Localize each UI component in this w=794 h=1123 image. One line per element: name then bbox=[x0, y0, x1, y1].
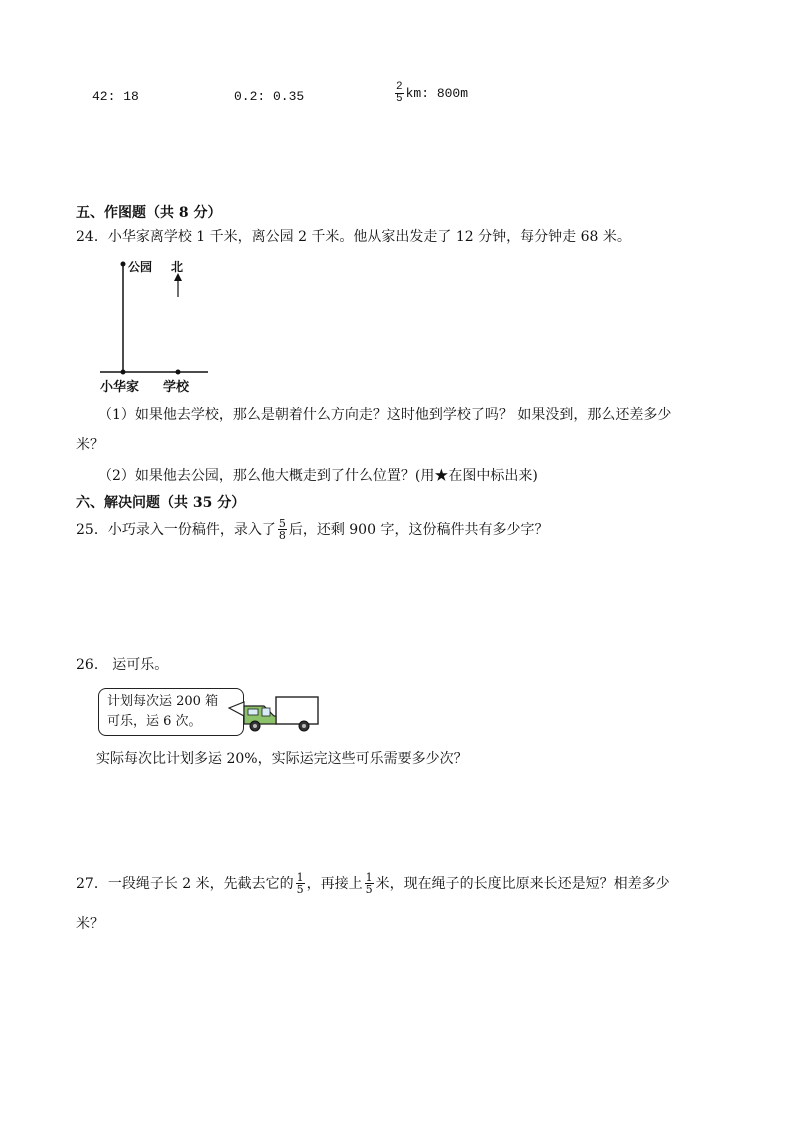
map-label-school: 学校 bbox=[163, 380, 190, 395]
question-26-text: 实际每次比计划多运 20%，实际运完这些可乐需要多少次？ bbox=[96, 751, 468, 767]
park-point bbox=[121, 262, 126, 267]
map-diagram bbox=[90, 252, 220, 382]
map-label-north: 北 bbox=[171, 260, 184, 274]
question-27-text-c: 米，现在绳子的长度比原来长还是短？相差多少 bbox=[375, 875, 670, 892]
fraction bbox=[365, 872, 374, 895]
fraction bbox=[278, 518, 287, 541]
home-point bbox=[121, 370, 126, 375]
fraction bbox=[296, 872, 305, 895]
numerator: 1 bbox=[296, 871, 304, 884]
question-27-text-b: ，再接上 bbox=[306, 875, 363, 892]
numerator: 2 bbox=[396, 81, 403, 93]
map-label-home: 小华家 bbox=[100, 380, 140, 395]
bubble-line-1: 计划每次运 200 箱 bbox=[107, 694, 219, 709]
question-25-text-b: 后，还剩 900 字，这份稿件共有多少字？ bbox=[288, 521, 549, 538]
question-26: 26． 运可乐。 bbox=[76, 657, 169, 673]
numerator: 5 bbox=[278, 517, 286, 530]
ratio-2: 0.2: 0.35 bbox=[234, 89, 305, 104]
question-25-text-a: 25．小巧录入一份稿件，录入了 bbox=[76, 521, 276, 538]
question-27 bbox=[76, 872, 670, 895]
section-5-title: 五、作图题（共 8 分） bbox=[76, 205, 222, 221]
speech-bubble bbox=[98, 688, 244, 736]
numerator: 1 bbox=[365, 871, 373, 884]
denominator: 8 bbox=[278, 529, 286, 542]
fraction bbox=[395, 82, 404, 105]
question-24: 24．小华家离学校 1 千米，离公园 2 千米。他从家出发走了 12 分钟，每分钟走 68 米。 bbox=[76, 229, 631, 245]
denominator: 5 bbox=[396, 93, 403, 105]
question-27-text-a: 27．一段绳子长 2 米，先截去它的 bbox=[76, 875, 294, 892]
denominator: 5 bbox=[365, 883, 373, 896]
ratio-1: 42: 18 bbox=[92, 89, 139, 104]
denominator: 5 bbox=[296, 883, 304, 896]
section-6-title: 六、解决问题（共 35 分） bbox=[76, 495, 246, 511]
question-24-2: （2）如果他去公园，那么他大概走到了什么位置？(用★在图中标出来) bbox=[98, 468, 538, 484]
question-25 bbox=[76, 518, 548, 541]
question-24-1: （1）如果他去学校，那么是朝着什么方向走？这时他到学校了吗？ 如果没到，那么还差多少 bbox=[98, 407, 672, 423]
truck-icon bbox=[228, 694, 320, 734]
ratio-3-rest: km: 800m bbox=[405, 86, 469, 101]
school-point bbox=[176, 370, 181, 375]
question-24-1-cont: 米？ bbox=[76, 437, 104, 453]
bubble-line-2: 可乐，运 6 次。 bbox=[107, 714, 202, 729]
ratio-3 bbox=[393, 82, 468, 105]
map-label-park: 公园 bbox=[128, 260, 153, 274]
question-27-cont: 米？ bbox=[76, 916, 104, 932]
